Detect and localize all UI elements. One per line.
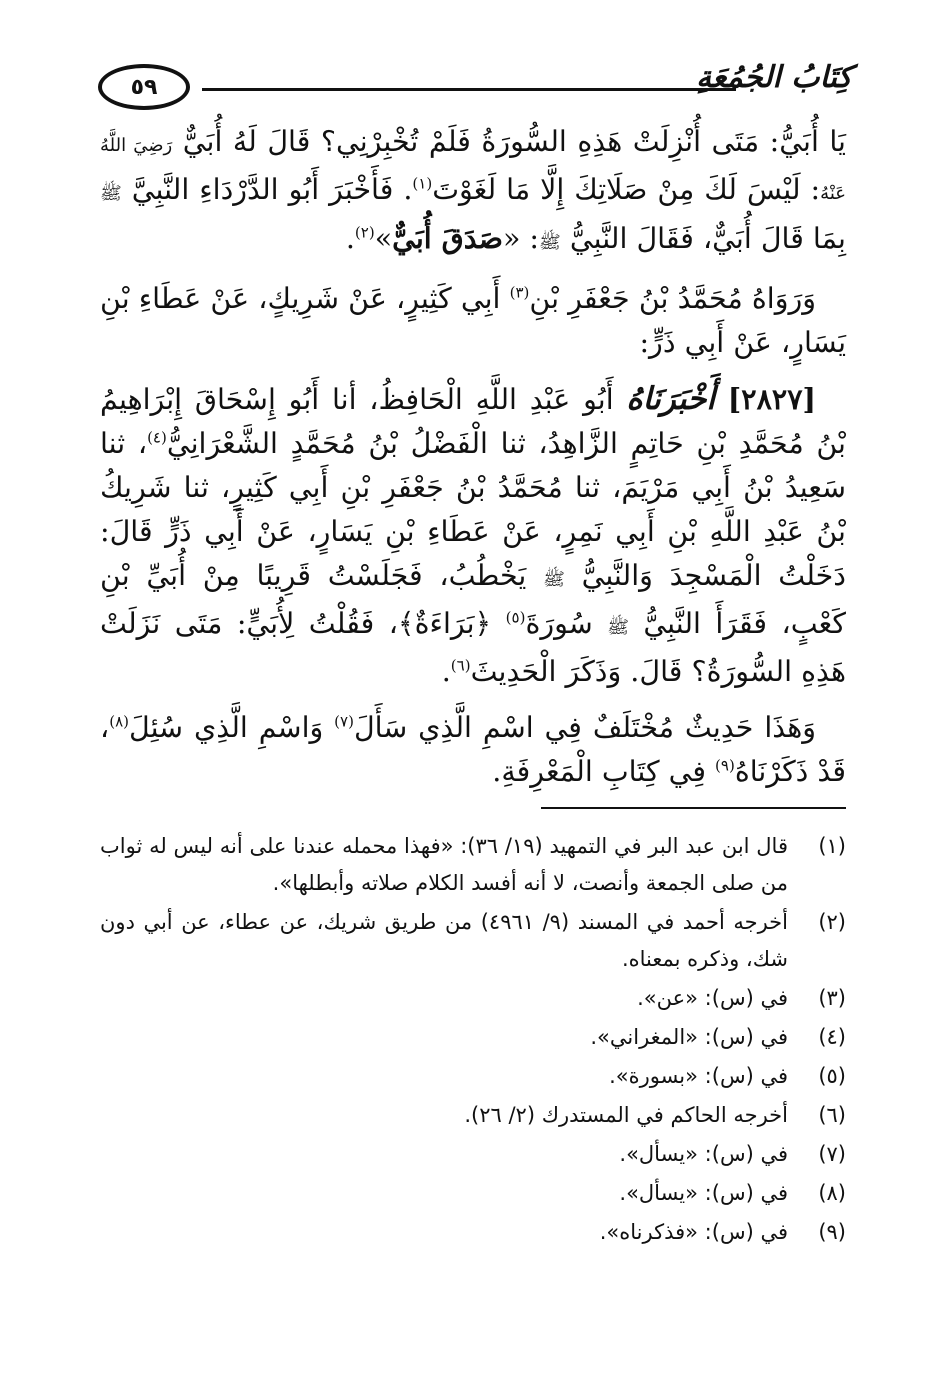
page-number bbox=[98, 64, 190, 110]
honorific-symbol: ﷺ bbox=[100, 183, 122, 204]
main-text bbox=[100, 120, 846, 794]
page-header bbox=[98, 52, 852, 124]
footnote-ref-8[interactable]: (٨) bbox=[109, 712, 129, 731]
text-run: أَبِي كَثِيرٍ، عَنْ شَرِيكٍ، عَنْ عَطَاءِ بْنِ يَسَارٍ، عَنْ أَبِي ذَرٍّ: bbox=[100, 282, 846, 359]
text-run: فِي كِتَابِ الْمَعْرِفَةِ. bbox=[492, 755, 716, 788]
paragraph-3 bbox=[100, 377, 846, 694]
text-run: . bbox=[441, 655, 451, 688]
footnote-number: (٦) bbox=[818, 1103, 846, 1127]
footnote-ref-2[interactable]: (٢) bbox=[354, 223, 375, 242]
footnote-text: في (س): «المغراني». bbox=[590, 1025, 788, 1049]
footnote-text: في (س): «فذكرناه». bbox=[599, 1220, 788, 1244]
text-run: يَا أُبَيُّ: مَتَى أُنْزِلَتْ هَذِهِ السُّورَةُ فَلَمْ تُخْبِرْنِي؟ قَالَ لَهُ أُبَيٌّ bbox=[172, 125, 846, 158]
text-run: أَبُو عَبْدِ اللَّهِ الْحَافِظُ، أنا أَبُو إِسْحَاقَ إِبْرَاهِيمُ بْنُ مُحَمَّدِ بْنِ حَاتِمٍ الزَّاهِدُ، ثنا الْفَضْلُ بْنُ مُحَمَّدٍ الشَّعْرَانِيُّ bbox=[100, 383, 846, 460]
text-run: . فَأَخْبَرَ أَبُو الدَّرْدَاءِ النَّبِيَّ bbox=[121, 173, 413, 206]
footnote-number: (٤) bbox=[818, 1025, 846, 1049]
text-run: سُورَةَ bbox=[525, 607, 608, 640]
footnote-item bbox=[100, 1097, 846, 1134]
text-run: : « bbox=[502, 222, 540, 255]
footnote-number: (٢) bbox=[818, 910, 846, 934]
footnote-item bbox=[100, 1019, 846, 1056]
text-run: » bbox=[374, 222, 393, 255]
footnotes bbox=[100, 828, 846, 1253]
footnote-item bbox=[100, 1058, 846, 1095]
footnote-ref-3[interactable]: (٣) bbox=[509, 283, 530, 302]
footnote-item bbox=[100, 1136, 846, 1173]
text-run: . bbox=[345, 222, 355, 255]
honorific-symbol: ﷺ bbox=[539, 232, 561, 253]
running-title: كِتَابُ الجُمُعَةِ bbox=[696, 60, 852, 95]
footnote-item bbox=[100, 828, 846, 902]
text-run: ﴿بَرَاءَةٌ﴾، فَقُلْتُ لِأُبَيٍّ: مَتَى نَزَلَتْ هَذِهِ السُّورَةُ؟ قَالَ. وَذَكَرَ الْحَدِيثَ bbox=[100, 607, 846, 688]
footnote-number: (٩) bbox=[818, 1220, 846, 1244]
footnote-ref-9[interactable]: (٩) bbox=[715, 756, 735, 775]
text-run: وَاسْمِ الَّذِي سُئِلَ bbox=[128, 711, 335, 744]
text-run: : لَيْسَ لَكَ مِنْ صَلَاتِكَ إِلَّا مَا لَغَوْتَ bbox=[432, 173, 821, 206]
footnote-text: قال ابن عبد البر في التمهيد (١٩/ ٣٦): «فهذا محمله عندنا على أنه ليس له ثواب من صلى الجمعة وأنصت، لا أنه أفسد الكلام صلاته وأبطلها». bbox=[100, 834, 788, 895]
footnote-divider bbox=[541, 807, 846, 809]
footnote-text: في (س): «يسأل». bbox=[619, 1142, 788, 1166]
footnote-text: أخرجه أحمد في المسند (٩/ ٤٩٦١) من طريق شريك، عن عطاء، عن أبي دون شك، وذكره بمعناه. bbox=[100, 910, 788, 971]
footnote-ref-7[interactable]: (٧) bbox=[334, 712, 354, 731]
footnote-ref-6[interactable]: (٦) bbox=[450, 656, 471, 675]
page-number-text: ٥٩ bbox=[130, 74, 158, 100]
footnote-ref-5[interactable]: (٥) bbox=[505, 608, 526, 627]
footnote-text: في (س): «يسأل». bbox=[619, 1181, 788, 1205]
hadith-number: [٢٨٢٧] bbox=[727, 382, 816, 416]
text-run: وَهَذَا حَدِيثٌ مُخْتَلَفٌ فِي اسْمِ الَّذِي سَأَلَ bbox=[353, 711, 816, 744]
footnote-number: (٣) bbox=[818, 986, 846, 1010]
honorific-symbol: ﷺ bbox=[543, 569, 565, 590]
header-rule bbox=[202, 88, 736, 91]
footnote-number: (٥) bbox=[818, 1064, 846, 1088]
footnote-number: (١) bbox=[818, 834, 846, 858]
honorific-symbol: ﷺ bbox=[607, 617, 629, 638]
footnote-text: في (س): «عن». bbox=[637, 986, 788, 1010]
text-run: يَخْطُبُ، فَجَلَسْتُ قَرِيبًا مِنْ أُبَيِّ بْنِ كَعْبٍ، فَقَرَأَ النَّبِيُّ bbox=[100, 559, 846, 640]
text-run: بِمَا قَالَ أُبَيٌّ، فَقَالَ النَّبِيُّ bbox=[560, 222, 846, 255]
text-run: ، ثنا سَعِيدُ بْنُ أَبِي مَرْيَمَ، ثنا مُحَمَّدُ بْنُ جَعْفَرِ بْنِ أَبِي كَثِيرٍ، ثنا شَرِيكُ بْنُ عَبْدِ اللَّهِ بْنِ أَبِي نَمِرٍ، عَنْ عَطَاءِ بْنِ يَسَارٍ، عَنْ أَبِي ذَرٍّ قَالَ: دَخَلْتُ الْمَسْجِدَ وَالنَّبِيُّ bbox=[100, 427, 846, 592]
footnote-ref-1[interactable]: (١) bbox=[412, 174, 433, 193]
footnote-number: (٨) bbox=[818, 1181, 846, 1205]
quoted-phrase: صَدَقَ أُبَيٌّ bbox=[392, 221, 503, 255]
paragraph-4 bbox=[100, 706, 846, 794]
text-run: وَرَوَاهُ مُحَمَّدُ بْنُ جَعْفَرِ بْنِ bbox=[529, 282, 816, 315]
footnote-item bbox=[100, 904, 846, 978]
paragraph-1 bbox=[100, 120, 846, 265]
text-run: ، قَدْ ذَكَرْنَاهُ bbox=[100, 711, 846, 788]
footnote-item bbox=[100, 980, 846, 1017]
footnote-number: (٧) bbox=[818, 1142, 846, 1166]
footnote-item bbox=[100, 1214, 846, 1251]
footnote-text: أخرجه الحاكم في المستدرك (٢/ ٢٦). bbox=[464, 1103, 788, 1127]
footnote-item bbox=[100, 1175, 846, 1212]
honorific-symbol: رَضِيَ اللَّهُ عَنْهُ bbox=[100, 135, 846, 204]
footnote-text: في (س): «بسورة». bbox=[609, 1064, 788, 1088]
paragraph-2 bbox=[100, 277, 846, 365]
narration-word: أَخْبَرَنَاهُ bbox=[626, 381, 715, 417]
footnote-ref-4[interactable]: (٤) bbox=[147, 428, 167, 447]
